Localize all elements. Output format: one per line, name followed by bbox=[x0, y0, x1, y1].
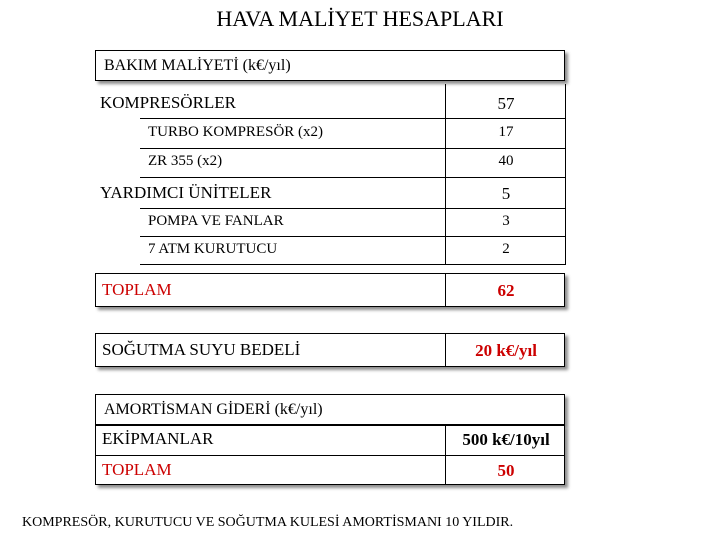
depreciation-header: AMORTİSMAN GİDERİ (k€/yıl) bbox=[95, 394, 565, 425]
pump-fans-value: 3 bbox=[502, 213, 510, 229]
column-divider bbox=[445, 84, 446, 264]
dryer-label: 7 ATM KURUTUCU bbox=[148, 241, 278, 257]
page-title: HAVA MALİYET HESAPLARI bbox=[216, 6, 504, 31]
pump-fans-label: POMPA VE FANLAR bbox=[148, 213, 284, 229]
equipment-value: 500 k€/10yıl bbox=[462, 430, 550, 449]
maintenance-total-label: TOPLAM bbox=[102, 280, 172, 299]
turbo-compressor-label: TURBO KOMPRESÖR (x2) bbox=[148, 124, 324, 140]
maintenance-total-value: 62 bbox=[497, 281, 515, 300]
cooling-water-label: SOĞUTMA SUYU BEDELİ bbox=[102, 340, 301, 359]
cooling-water-value: 20 k€/yıl bbox=[475, 341, 537, 360]
divider bbox=[140, 264, 566, 265]
maintenance-header: BAKIM MALİYETİ (k€/yıl) bbox=[95, 50, 565, 81]
auxiliary-value: 5 bbox=[501, 184, 511, 203]
divider bbox=[140, 208, 566, 209]
divider bbox=[140, 177, 566, 178]
divider bbox=[140, 118, 566, 119]
dryer-value: 2 bbox=[502, 241, 510, 257]
compressors-value: 57 bbox=[497, 94, 515, 113]
depreciation-total-label: TOPLAM bbox=[102, 460, 172, 479]
depreciation-total-value: 50 bbox=[497, 461, 515, 480]
divider bbox=[95, 455, 565, 456]
compressors-label: KOMPRESÖRLER bbox=[100, 93, 237, 112]
turbo-compressor-value: 17 bbox=[498, 124, 514, 140]
divider bbox=[140, 148, 566, 149]
divider bbox=[140, 236, 566, 237]
zr355-value: 40 bbox=[498, 153, 514, 169]
equipment-label: EKİPMANLAR bbox=[102, 429, 214, 448]
auxiliary-label: YARDIMCI ÜNİTELER bbox=[100, 183, 272, 202]
column-divider bbox=[565, 84, 566, 264]
zr355-label: ZR 355 (x2) bbox=[148, 153, 223, 169]
footer-note: KOMPRESÖR, KURUTUCU VE SOĞUTMA KULESİ AMORTİSMANI 10 YILDIR. bbox=[22, 515, 514, 530]
